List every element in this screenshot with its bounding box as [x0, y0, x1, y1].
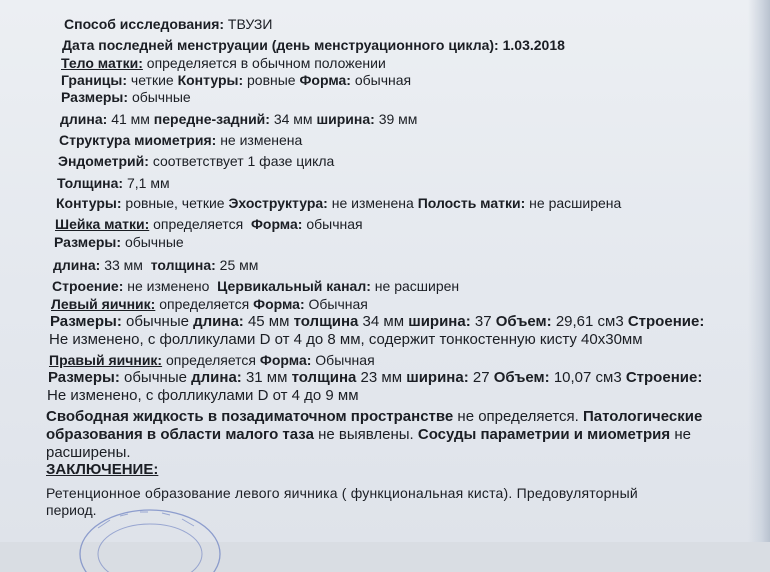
lo-structure-label: Строение: [627, 313, 705, 330]
cervix-title: Шейка матки: [55, 216, 150, 232]
cervix-sizes-label: Размеры: [54, 234, 122, 250]
width-value: 39 мм [378, 111, 418, 127]
lo-thickness-value: 34 мм [362, 313, 405, 330]
left-ovary-form-value: Обычная [308, 296, 368, 312]
ap-label: передне-задний: [153, 111, 270, 127]
lmp-line [62, 37, 565, 53]
myometrium-line [59, 132, 302, 148]
patho-label-2: образования в области малого таза [46, 426, 314, 443]
findings-line-2 [46, 426, 691, 443]
page-edge-shadow [748, 0, 770, 542]
findings-line-3 [46, 444, 131, 461]
lo-length-value: 45 мм [247, 313, 290, 330]
ro-length-label: длина: [191, 369, 242, 386]
lo-volume-label: Объем: [495, 313, 552, 330]
cervix-thickness-value: 25 мм [219, 257, 259, 273]
cavity-label: Полость матки: [417, 195, 526, 211]
ro-sizes-label: Размеры: [48, 369, 120, 386]
echo-label: Эхоструктура: [228, 195, 328, 211]
cavity-value: не расширена [529, 195, 622, 211]
cervix-structure-value: не изменено [127, 278, 210, 294]
ro-thickness-label: толщина [291, 369, 357, 386]
ro-thickness-value: 23 мм [360, 369, 403, 386]
lo-volume-value: 29,61 см3 [555, 313, 624, 330]
cervix-sizes-value: обычные [124, 234, 184, 250]
patho-value: не выявлены. [318, 426, 414, 443]
left-ovary-presence: определяется [159, 296, 250, 312]
lmp-label: Дата последней менструации (день менструационного цикла): [62, 37, 499, 53]
fluid-label: Свободная жидкость в позадиматочном пространстве [46, 408, 454, 425]
ro-structure-label: Строение: [625, 369, 703, 386]
right-ovary-presence: определяется [165, 352, 257, 368]
cervix-presence: определяется [153, 216, 244, 232]
cervix-thickness-label: толщина: [150, 257, 216, 273]
form-label: Форма: [299, 72, 351, 88]
method-value: ТВУЗИ [227, 16, 273, 32]
borders-value: четкие [130, 72, 174, 88]
ro-length-value: 31 мм [245, 369, 288, 386]
conclusion-text-2: период. [46, 502, 97, 518]
endometrium-value: соответствует 1 фазе цикла [152, 153, 335, 169]
cervix-length-label: длина: [53, 257, 101, 273]
cervix-dimensions-line [53, 257, 258, 273]
ap-value: 34 мм [273, 111, 313, 127]
fluid-value: не определяется. [457, 408, 579, 425]
conclusion-title: ЗАКЛЮЧЕНИЕ: [46, 461, 159, 478]
canal-label: Цервикальный канал: [217, 278, 371, 294]
endometrium-label: Эндометрий: [58, 153, 149, 169]
lo-thickness-label: толщина [293, 313, 359, 330]
myometrium-value: не изменена [220, 132, 303, 148]
lo-length-label: длина: [193, 313, 244, 330]
left-ovary-structure-line [49, 331, 643, 348]
lo-structure-value: Не изменено, с фолликулами D от 4 до 8 мм, содержит тонкостенную кисту 40х30мм [49, 331, 643, 348]
uterus-contours-line [56, 195, 621, 211]
stamp-seal [70, 492, 230, 572]
lo-sizes-label: Размеры: [50, 313, 122, 330]
cervix-structure-label: Строение: [52, 278, 124, 294]
width-label: ширина: [316, 111, 375, 127]
uterus-title-line [61, 55, 386, 71]
contours-value: ровные [247, 72, 296, 88]
contours-label: Контуры: [177, 72, 244, 88]
endometrium-line [58, 153, 334, 169]
ro-structure-value: Не изменено, с фолликулами D от 4 до 9 мм [47, 387, 359, 404]
canal-value: не расширен [374, 278, 460, 294]
lo-width-label: ширина: [408, 313, 471, 330]
ro-volume-label: Объем: [493, 369, 550, 386]
contours2-value: ровные, четкие [125, 195, 225, 211]
cervix-title-line [55, 216, 363, 232]
contours2-label: Контуры: [56, 195, 122, 211]
length-label: длина: [60, 111, 108, 127]
conclusion-text-1: Ретенционное образование левого яичника ( функциональная киста). Предовуляторный [46, 485, 638, 501]
cervix-form-value: обычная [306, 216, 363, 232]
lo-sizes-value: обычные [126, 313, 189, 330]
right-ovary-structure-line [47, 387, 359, 404]
borders-label: Границы: [61, 72, 128, 88]
lo-width-value: 37 [474, 313, 492, 330]
length-value: 41 мм [111, 111, 150, 127]
uterus-position: определяется в обычном положении [146, 55, 386, 71]
sizes-label: Размеры: [61, 89, 129, 105]
vessels-value-1: не [674, 426, 691, 443]
ro-volume-value: 10,07 см3 [553, 369, 622, 386]
echo-value: не изменена [331, 195, 414, 211]
method-label: Способ исследования: [64, 16, 225, 32]
method-line [64, 16, 272, 32]
ro-sizes-value: обычные [124, 369, 187, 386]
right-ovary-form-value: Обычная [315, 352, 375, 368]
right-ovary-sizes-line [48, 369, 702, 386]
left-ovary-title: Левый яичник: [51, 296, 156, 312]
uterus-borders-line [61, 72, 411, 88]
findings-line-1 [46, 408, 702, 425]
left-ovary-title-line [51, 296, 368, 312]
thickness-label: Толщина: [57, 175, 124, 191]
myometrium-label: Структура миометрия: [59, 132, 217, 148]
cervix-length-value: 33 мм [104, 257, 143, 273]
sizes-value: обычные [131, 89, 191, 105]
cervix-structure-line [52, 278, 459, 294]
thickness-value: 7,1 мм [126, 175, 170, 191]
lmp-value: 1.03.2018 [502, 37, 565, 53]
left-ovary-form-label: Форма: [253, 296, 305, 312]
uterus-sizes-line [61, 89, 191, 105]
thickness-line [57, 175, 170, 191]
uterus-dimensions-line [60, 111, 417, 127]
vessels-label: Сосуды параметрии и миометрия [417, 426, 671, 443]
cervix-sizes-line [54, 234, 184, 250]
ro-width-label: ширина: [406, 369, 469, 386]
right-ovary-title: Правый яичник: [49, 352, 163, 368]
form-value: обычная [354, 72, 412, 88]
cervix-form-label: Форма: [250, 216, 303, 232]
right-ovary-title-line [49, 352, 375, 368]
ro-width-value: 27 [472, 369, 490, 386]
patho-label-1: Патологические [583, 408, 703, 425]
uterus-title: Тело матки: [61, 55, 143, 71]
right-ovary-form-label: Форма: [259, 352, 312, 368]
vessels-value-2: расширены. [46, 444, 131, 461]
left-ovary-sizes-line [50, 313, 704, 330]
